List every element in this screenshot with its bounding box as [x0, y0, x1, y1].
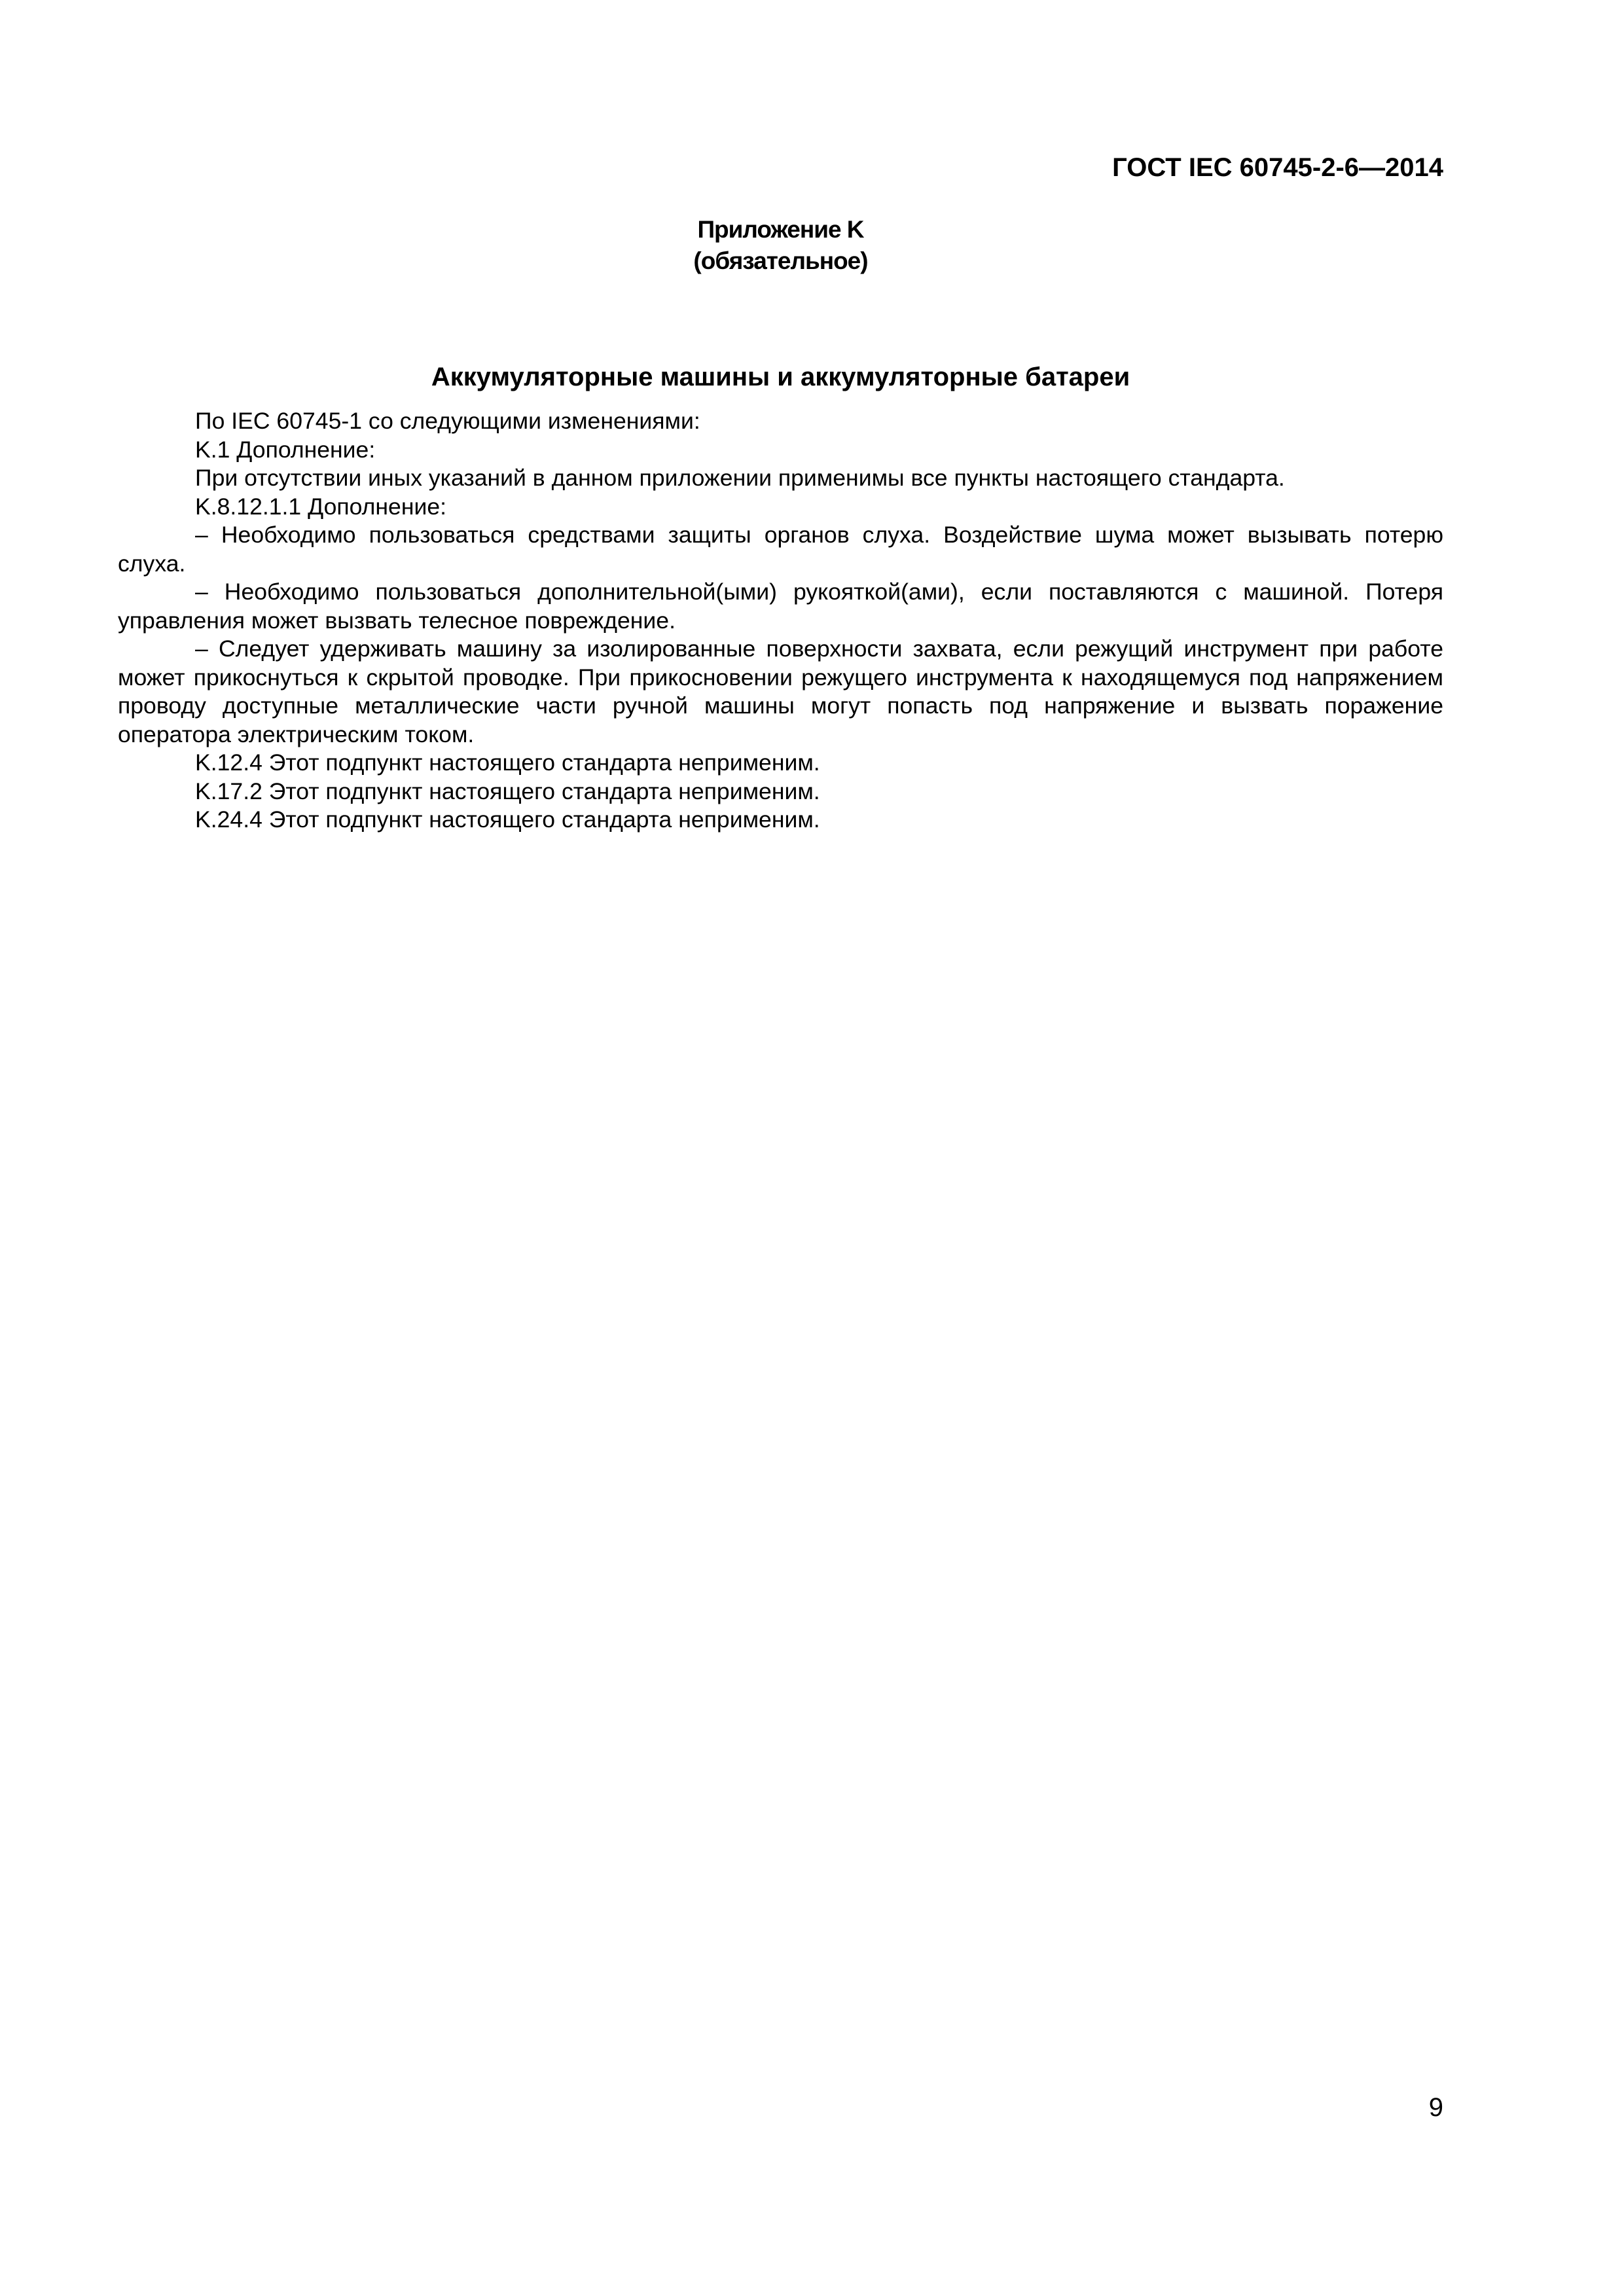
annex-status: (обязательное) — [693, 247, 868, 274]
body-text — [118, 407, 1443, 834]
paragraph-k24-4: K.24.4 Этот подпункт настоящего стандарта неприменим. — [195, 806, 820, 833]
paragraph-auxiliary-handle: – Необходимо пользоваться дополнительной(ыми) рукояткой(ами), если поставляются с машиной. Потеря управления может вызвать телесное повреждение. — [118, 579, 1443, 634]
paragraph-k17-2: K.17.2 Этот подпункт настоящего стандарта неприменим. — [195, 778, 820, 804]
paragraph-insulated-grip: – Следует удерживать машину за изолированные поверхности захвата, если режущий инструмент при работе может прикоснуться к скрытой проводке. При прикосновении режущего инструмента к находящемуся под напряжением проводу доступные металлические части ручной машины могут попасть под напряжение и вызвать поражение оператора электрическим током. — [118, 636, 1443, 747]
annex-label: Приложение K — [697, 216, 864, 243]
standard-designation: ГОСТ IEC 60745-2-6—2014 — [1112, 153, 1443, 182]
paragraph-k8-heading: K.8.12.1.1 Дополнение: — [195, 493, 447, 520]
paragraph-hearing-protection: – Необходимо пользоваться средствами защиты органов слуха. Воздействие шума может вызывать потерю слуха. — [118, 522, 1443, 577]
paragraph-intro: По IEC 60745-1 со следующими изменениями: — [195, 408, 700, 434]
section-title: Аккумуляторные машины и аккумуляторные батареи — [431, 363, 1130, 391]
paragraph-k1-heading: K.1 Дополнение: — [195, 436, 376, 463]
paragraph-k12-4: K.12.4 Этот подпункт настоящего стандарта неприменим. — [195, 749, 820, 776]
page-number: 9 — [1428, 2093, 1443, 2122]
annex-heading — [118, 214, 1443, 277]
paragraph-k1-text: При отсутствии иных указаний в данном приложении применимы все пункты настоящего стандарта. — [195, 465, 1285, 491]
